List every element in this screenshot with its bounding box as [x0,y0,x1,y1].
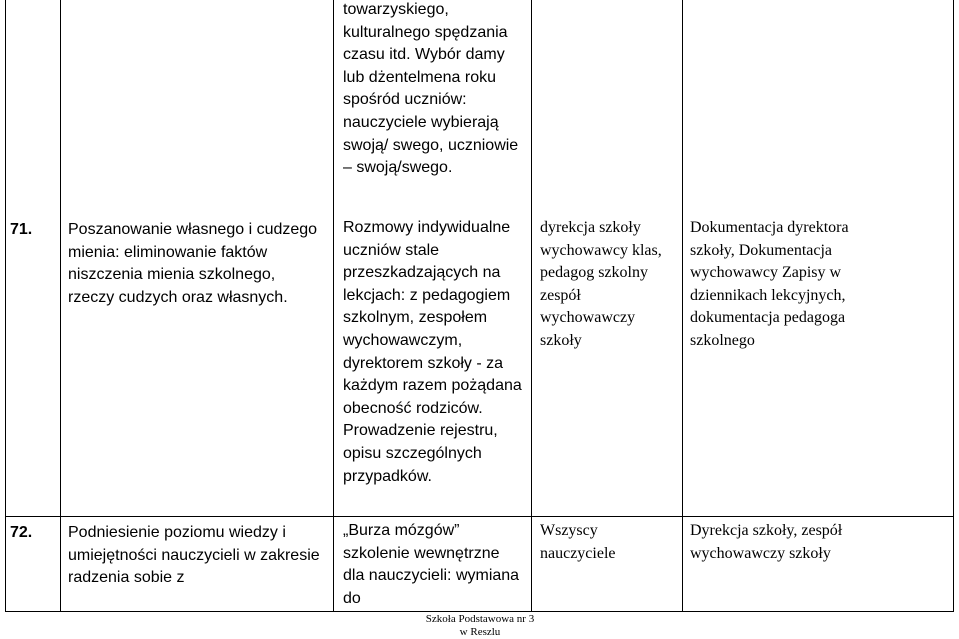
row-number: 71. [10,221,33,238]
table-border-col4 [682,0,683,612]
table-border-left [5,0,6,612]
footer-school-name: Szkoła Podstawowa nr 3 [425,613,535,625]
row-documentation: Dokumentacja dyrektora szkoły, Dokumentacja wychowawcy Zapisy w dziennikach lekcyjnych, dokumentacja pedagoga szkolnego [690,219,849,349]
table-border-col2 [333,0,334,612]
footer-location: w Reszlu [459,626,501,638]
row-topic: Podniesienie poziomu wiedzy i umiejętności nauczycieli w zakresie radzenia sobie z [68,524,320,587]
table-border-col3 [531,0,532,612]
row-documentation: Dyrekcja szkoły, zespół wychowawczy szkoły [690,522,843,562]
row-forms: Rozmowy indywidualne uczniów stale przeszkadzających na lekcjach: z pedagogiem szkolnym, zespołem wychowawczym, dyrektorem szkoły - za każdym razem pożądana obecność rodziców. Prowadzenie rejestru, opisu szczególnych przypadków. [343,219,522,485]
table-border-col1 [60,0,61,612]
row-forms-continued: towarzyskiego, kulturalnego spędzania czasu itd. Wybór damy lub dżentelmena roku spośród uczniów: nauczyciele wybierają swoją/ swego, uczniowie – swoją/swego. [343,1,519,177]
row-number: 72. [10,524,33,541]
row-responsible: Wszyscy nauczyciele [540,522,616,562]
row-topic: Poszanowanie własnego i cudzego mienia: eliminowanie faktów niszczenia mienia szkolnego, rzeczy cudzych oraz własnych. [68,221,318,306]
row-responsible: dyrekcja szkoły wychowawcy klas, pedagog szkolny zespół wychowawczy szkoły [540,219,662,349]
page-footer [400,613,560,639]
table-border-right [953,0,954,612]
table-border-bottom [5,611,954,612]
row-forms: „Burza mózgów” szkolenie wewnętrzne dla nauczycieli: wymiana do [343,522,520,607]
row-divider [5,516,954,517]
